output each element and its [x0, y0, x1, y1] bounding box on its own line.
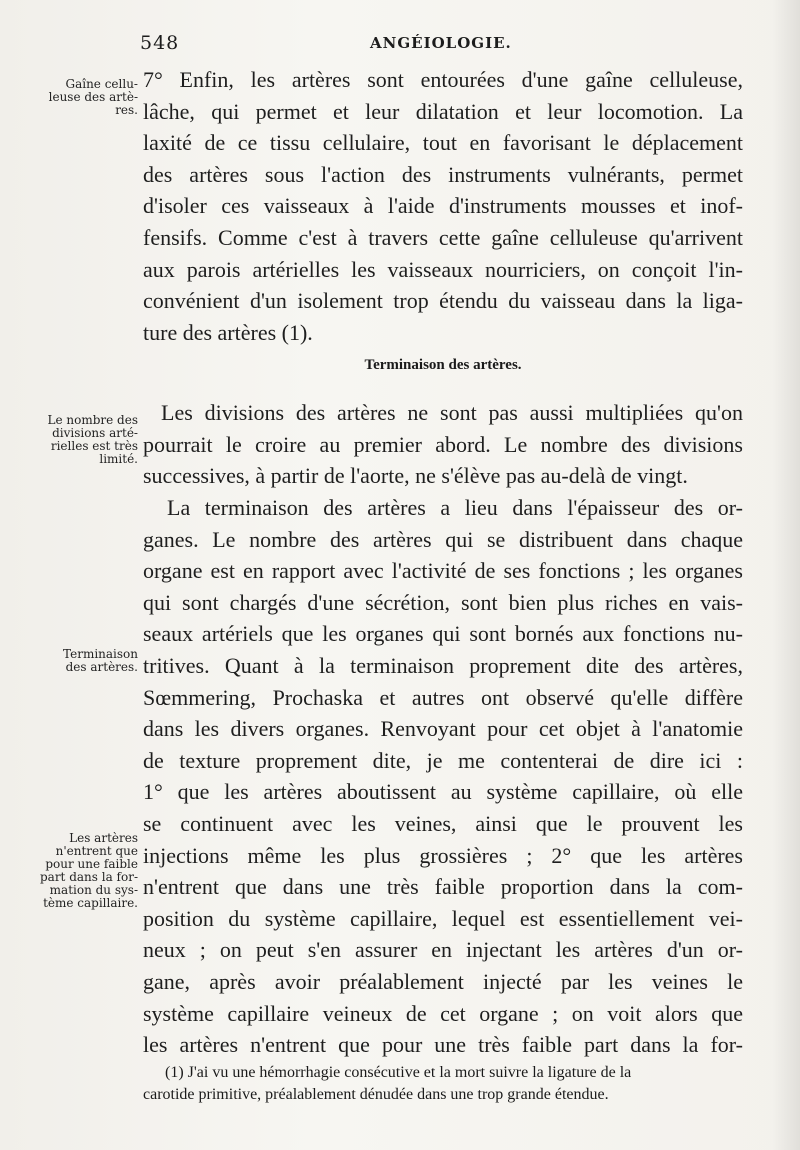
page-number: 548: [140, 32, 180, 54]
text-line: 7° Enfin, les artères sont entourées d'une gaîne celluleuse,: [143, 67, 743, 92]
margin-note-capillaire: [14, 832, 138, 910]
margin-note-line: leuse des artè-: [48, 90, 138, 104]
margin-note-terminaison: [14, 648, 138, 674]
footnote-line: carotide primitive, préalablement dénudée dans une trop grande étendue.: [143, 1086, 609, 1103]
text-line: dans les divers organes. Renvoyant pour cet objet à l'anatomie: [143, 716, 743, 742]
text-line: seaux artériels que les organes qui sont bornés aux fonctions nu-: [143, 621, 743, 647]
paragraph-terminaison: [143, 492, 743, 1061]
text-line: n'entrent que dans une très faible proportion dans la com-: [143, 874, 743, 900]
text-line: des artères sous l'action des instruments vulnérants, permet: [143, 161, 743, 187]
text-line: aux parois artérielles les vaisseaux nourriciers, on conçoit l'in-: [143, 256, 743, 282]
text-line: système capillaire veineux de cet organe ; on voit alors que: [143, 1000, 743, 1026]
margin-note-line: mation du sys-: [49, 883, 138, 897]
margin-note-line: Terminaison: [63, 647, 138, 661]
text-line: convénient d'un isolement trop étendu du vaisseau dans la liga-: [143, 288, 743, 314]
page-header: [132, 30, 752, 56]
section-heading: Terminaison des artères.: [364, 357, 522, 373]
margin-note-line: des artères.: [65, 660, 138, 674]
footnote: [143, 1062, 763, 1106]
text-line: La terminaison des artères a lieu dans l'épaisseur des or-: [167, 495, 743, 520]
margin-note-line: pour une faible: [45, 857, 138, 871]
margin-note-line: rielles est très: [50, 439, 138, 453]
text-line: gane, après avoir préalablement injecté par les veines le: [143, 968, 743, 994]
page-edge-shadow: [772, 0, 800, 1150]
margin-note-line: n'entrent que: [55, 844, 138, 858]
text-line: position du système capillaire, lequel est essentiellement vei-: [143, 905, 743, 931]
margin-note-line: res.: [115, 103, 138, 117]
text-line: fensifs. Comme c'est à travers cette gaîne celluleuse qu'arrivent: [143, 224, 743, 250]
margin-note-line: limité.: [99, 452, 138, 466]
margin-note-line: tème capillaire.: [43, 896, 138, 910]
text-line: ganes. Le nombre des artères qui se distribuent dans chaque: [143, 526, 743, 552]
text-line: les artères n'entrent que pour une très faible part dans la for-: [143, 1032, 743, 1058]
text-line: de texture proprement dite, je me contenterai de dire ici :: [143, 747, 743, 773]
margin-note-line: Le nombre des: [47, 413, 138, 427]
margin-note-line: part dans la for-: [39, 870, 138, 884]
text-line: qui sont chargés d'une sécrétion, sont bien plus riches en vais-: [143, 589, 743, 615]
text-line: se continuent avec les veines, ainsi que le prouvent les: [143, 810, 743, 836]
text-line: Sœmmering, Prochaska et autres ont observé qu'elle diffère: [143, 684, 743, 710]
margin-note-line: divisions arté-: [52, 426, 138, 440]
text-line: pourrait le croire au premier abord. Le nombre des divisions: [143, 431, 743, 457]
text-line: tritives. Quant à la terminaison proprement dite des artères,: [143, 652, 743, 678]
text-line: organe est en rapport avec l'activité de ses fonctions ; les organes: [143, 558, 743, 584]
margin-note-line: Gaîne cellu-: [65, 77, 138, 91]
text-line: Les divisions des artères ne sont pas aussi multipliées qu'on: [161, 400, 743, 425]
paragraph-divisions: [143, 397, 743, 492]
text-line: laxité de ce tissu cellulaire, tout en favorisant le déplacement: [143, 130, 743, 156]
text-line: injections même les plus grossières ; 2° que les artères: [143, 842, 743, 868]
margin-note-gaine: [14, 78, 138, 117]
text-line: 1° que les artères aboutissent au système capillaire, où elle: [143, 779, 743, 805]
text-line: neux ; on peut s'en assurer en injectant les artères d'un or-: [143, 937, 743, 963]
running-title: ANGÉIOLOGIE.: [370, 34, 512, 52]
margin-note-nombre: [14, 414, 138, 466]
text-line: ture des artères (1).: [143, 319, 313, 345]
text-line: successives, à partir de l'aorte, ne s'élève pas au-delà de vingt.: [143, 463, 688, 489]
paragraph-gaine: [143, 64, 743, 348]
margin-note-line: Les artères: [69, 831, 138, 845]
text-line: d'isoler ces vaisseaux à l'aide d'instruments mousses et inof-: [143, 193, 743, 219]
footnote-line: (1) J'ai vu une hémorrhagie consécutive et la mort suivre la ligature de la: [165, 1064, 632, 1081]
text-line: lâche, qui permet et leur dilatation et leur locomotion. La: [143, 98, 743, 124]
